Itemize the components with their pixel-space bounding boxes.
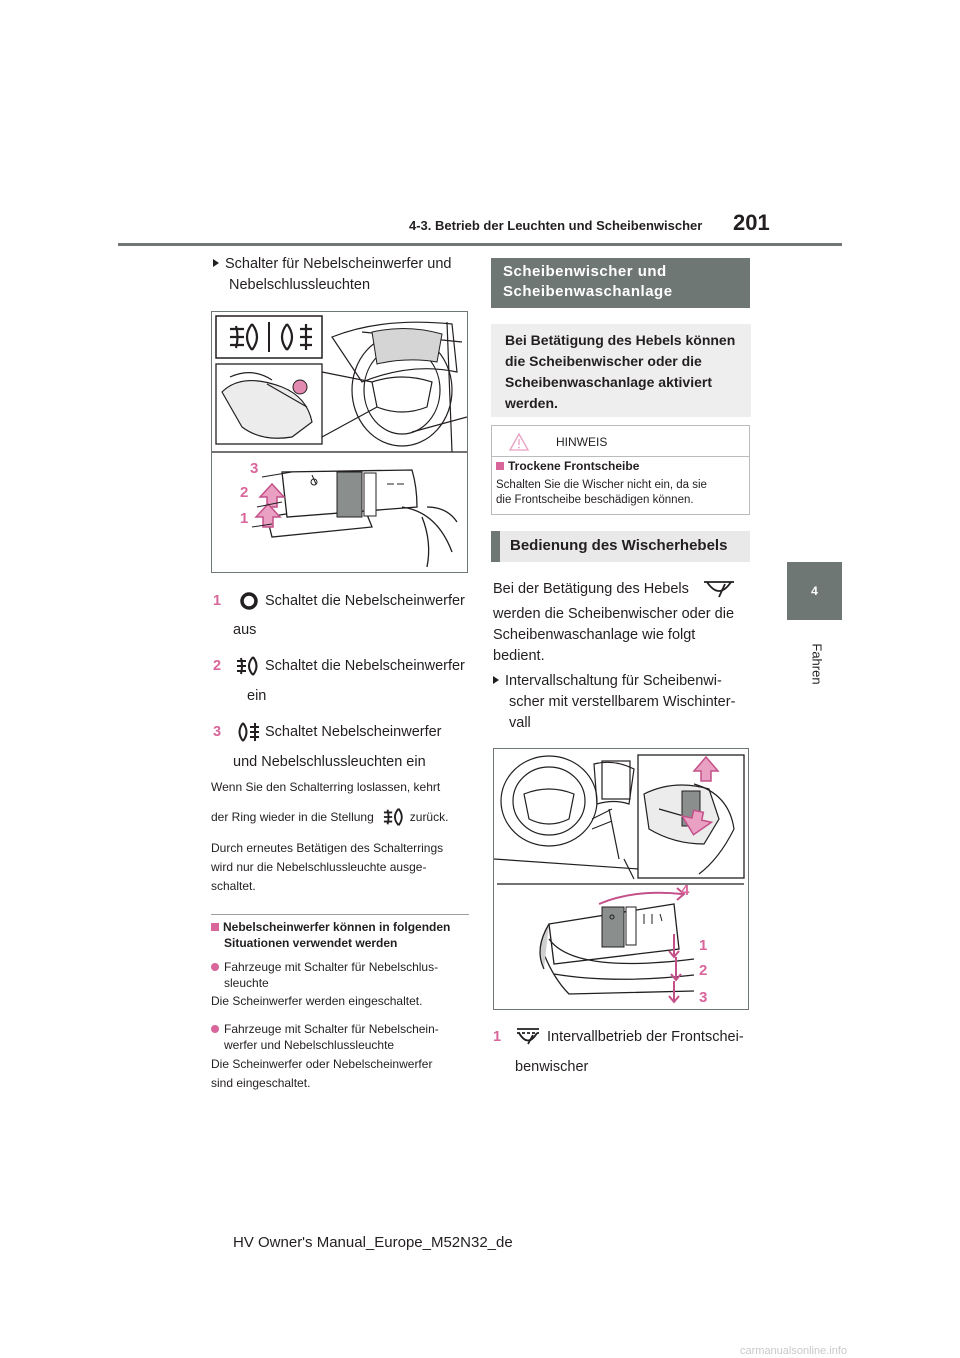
wiper-intro-box: Bei Betätigung des Hebels können die Scheibenwischer oder die Scheibenwaschanlage aktiviert werden. [491, 324, 751, 417]
fog-item-1: 1 Schaltet die Nebelscheinwerfer [213, 593, 465, 609]
figure-callout-2: 2 [699, 962, 708, 979]
figure-callout-3: 3 [250, 460, 259, 477]
fog-switch-heading: Schalter für Nebelscheinwerfer und [213, 254, 451, 275]
situations-title-cont: Situationen verwendet werden [224, 936, 398, 950]
figure-callout-2: 2 [240, 484, 249, 501]
note-line: schaltet. [211, 879, 256, 893]
fog-switch-figure [211, 311, 468, 573]
manual-footer: HV Owner's Manual_Europe_M52N32_de [233, 1234, 513, 1251]
triangle-bullet-icon [493, 676, 499, 684]
wiper-main-title: Scheibenwischer und Scheibenwaschanlage [491, 258, 750, 308]
note-line: Wenn Sie den Schalterring loslassen, kehrt [211, 780, 441, 794]
hinweis-text: Schalten Sie die Wischer nicht ein, da sie die Frontscheibe beschädigen können. [496, 479, 707, 506]
fog-item-3: 3 Schaltet Nebelscheinwerfer [213, 720, 442, 744]
fog-item-1-cont: aus [233, 622, 257, 638]
chapter-tab[interactable]: 4 [787, 562, 842, 620]
wiper-item-1-cont: benwischer [515, 1059, 589, 1075]
chapter-label: Fahren [809, 643, 825, 685]
lever-para-cont: bedient. [493, 648, 545, 664]
divider [211, 914, 469, 915]
lever-para-cont: werden die Scheibenwischer oder die [493, 606, 735, 622]
hinweis-title: Trockene Frontscheibe [496, 459, 639, 473]
triangle-bullet-icon [213, 259, 219, 267]
hinweis-box [491, 425, 750, 515]
figure-callout-3: 3 [699, 989, 708, 1006]
watermark: carmanualsonline.info [740, 1345, 848, 1357]
figure-callout-4: 4 [681, 882, 690, 899]
figure-callout-1: 1 [699, 937, 708, 954]
lever-section-title: Bedienung des Wischerhebels [491, 531, 750, 562]
section-title: 4-3. Betrieb der Leuchten und Scheibenwischer [409, 218, 703, 233]
fog-switch-illustration [212, 312, 467, 572]
note-line: wird nur die Nebelschlussleuchte ausge- [211, 860, 427, 874]
fog-off-icon [239, 591, 259, 611]
wiper-item-1: 1 Intervallbetrieb der Frontschei- [493, 1025, 744, 1049]
square-bullet-icon [211, 923, 219, 931]
hinweis-header: HINWEIS [508, 432, 607, 452]
situation-2-cont: werfer und Nebelschlussleuchte [224, 1038, 395, 1052]
situation-2-result: Die Scheinwerfer oder Nebelscheinwerfer [211, 1057, 433, 1071]
dot-bullet-icon [211, 1025, 219, 1033]
hinweis-divider [492, 456, 749, 457]
front-fog-icon [382, 806, 406, 828]
interval-bullet-cont: vall [509, 715, 531, 731]
header-rule [118, 243, 842, 246]
wiper-lever-figure [493, 748, 749, 1010]
situation-1-result: Die Scheinwerfer werden eingeschaltet. [211, 994, 423, 1008]
lever-para: Bei der Betätigung des Hebels [493, 577, 737, 601]
lever-para-cont: Scheibenwaschanlage wie folgt [493, 627, 696, 643]
note-line: der Ring wieder in die Stellung zurück. [211, 806, 448, 828]
wiper-icon [701, 578, 737, 600]
note-line: Durch erneutes Betätigen des Schalterrings [211, 841, 444, 855]
interval-bullet-cont: scher mit verstellbarem Wischinter- [509, 694, 736, 710]
figure-callout-1: 1 [240, 510, 249, 527]
page-number: 201 [733, 210, 770, 235]
front-fog-icon [235, 654, 261, 678]
situation-1-cont: sleuchte [224, 976, 269, 990]
fog-item-2: 2 Schaltet die Nebelscheinwerfer [213, 654, 465, 678]
dot-bullet-icon [211, 963, 219, 971]
situations-title: Nebelscheinwerfer können in folgenden [211, 920, 450, 935]
interval-bullet: Intervallschaltung für Scheibenwi- [493, 671, 722, 692]
rear-fog-icon [235, 720, 261, 744]
intermittent-wiper-icon [515, 1026, 541, 1048]
wiper-lever-illustration [494, 749, 748, 1009]
fog-item-2-cont: ein [247, 688, 267, 704]
square-bullet-icon [496, 462, 504, 470]
fog-item-3-cont: und Nebelschlussleuchten ein [233, 754, 426, 770]
fog-switch-heading-cont: Nebelschlussleuchten [229, 277, 371, 293]
situation-2: Fahrzeuge mit Schalter für Nebelschein- [211, 1022, 439, 1037]
situation-2-result-cont: sind eingeschaltet. [211, 1076, 311, 1090]
situation-1: Fahrzeuge mit Schalter für Nebelschlus- [211, 960, 438, 975]
warning-triangle-icon [508, 432, 530, 452]
